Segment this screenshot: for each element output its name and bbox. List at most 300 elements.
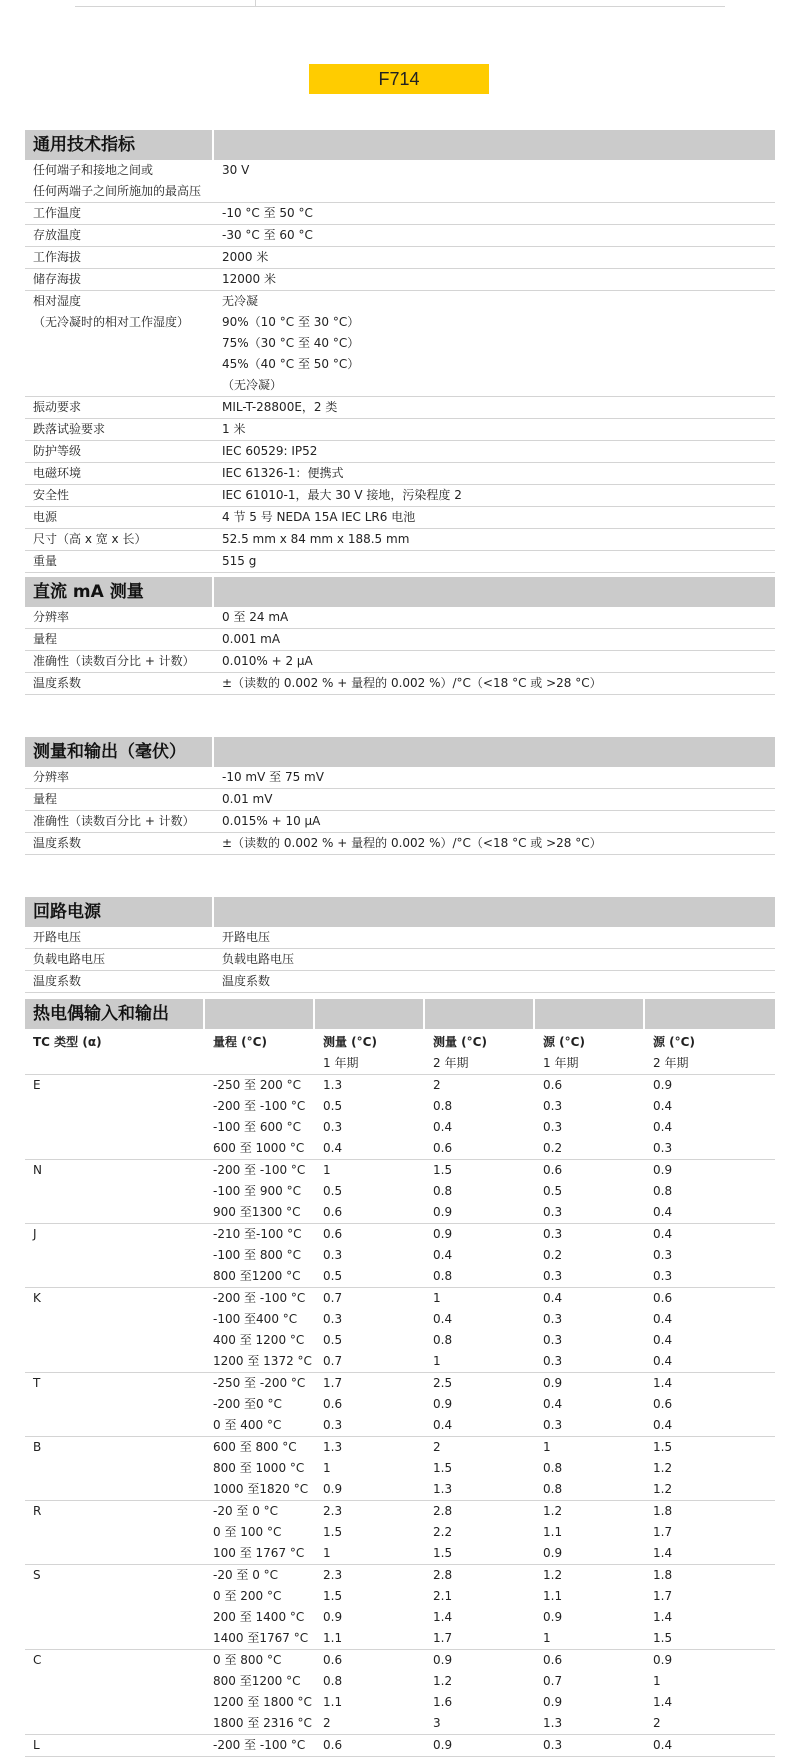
accuracy-cell: 1: [323, 1163, 331, 1177]
section-title: 直流 mA 测量: [25, 577, 212, 607]
tc-range-rows: [205, 1224, 775, 1287]
range-cell: 400 至 1200 °C: [213, 1333, 305, 1347]
spec-label-line: 任何端子和接地之间或: [33, 163, 154, 177]
spec-label-line: 负载电路电压: [33, 952, 106, 966]
accuracy-cell: 0.3: [323, 1312, 343, 1326]
spec-value-line: ±（读数的 0.002 % + 量程的 0.002 %）/°C（<18 °C 或 >28 °C）: [222, 676, 602, 690]
spec-value-line: 0.010% + 2 μA: [222, 654, 313, 668]
spec-value-line: 4 节 5 号 NEDA 15A IEC LR6 电池: [222, 510, 416, 524]
spec-value: [214, 160, 775, 202]
spec-value-line: 515 g: [222, 554, 257, 568]
range-cell: 0 至 800 °C: [213, 1653, 282, 1667]
spec-label-line: 温度系数: [33, 836, 82, 850]
accuracy-cell: 1.7: [323, 1376, 343, 1390]
accuracy-cell: 1.2: [653, 1482, 673, 1496]
table-row: [205, 1394, 775, 1415]
spec-value-line: 0.001 mA: [222, 632, 281, 646]
tc-type-label: E: [33, 1078, 41, 1092]
spec-value: [214, 397, 775, 418]
accuracy-cell: 2.2: [433, 1525, 453, 1539]
spec-row: [25, 833, 775, 855]
column-header: [205, 1032, 315, 1074]
column-header-period: 1 年期: [323, 1056, 359, 1070]
spec-label: [25, 927, 214, 948]
spec-label-line: 准确性（读数百分比 + 计数）: [33, 654, 195, 668]
range-cell: 900 至1300 °C: [213, 1205, 301, 1219]
spec-label-line: 跌落试验要求: [33, 422, 106, 436]
section-header: [25, 897, 775, 927]
tc-type-label: C: [33, 1653, 42, 1667]
accuracy-cell: 2: [433, 1440, 441, 1454]
accuracy-cell: 1: [323, 1546, 331, 1560]
accuracy-cell: 1.2: [433, 1674, 453, 1688]
accuracy-cell: 0.4: [543, 1397, 563, 1411]
section-title: 回路电源: [25, 897, 212, 927]
spec-label-line: 存放温度: [33, 228, 82, 242]
tc-type-group: [25, 1373, 775, 1437]
tc-type-label: S: [33, 1568, 41, 1582]
range-cell: -250 至 200 °C: [213, 1078, 301, 1092]
spec-label: [25, 629, 214, 650]
accuracy-cell: 0.9: [433, 1397, 453, 1411]
accuracy-cell: 2.1: [433, 1589, 453, 1603]
spec-value-line: 90%（10 °C 至 30 °C）: [222, 315, 360, 329]
section-header: [25, 737, 775, 767]
tc-type-group: [25, 1224, 775, 1288]
spec-value-line: 1 米: [222, 422, 246, 436]
range-cell: -20 至 0 °C: [213, 1504, 279, 1518]
accuracy-cell: 1: [323, 1461, 331, 1475]
accuracy-cell: 0.6: [323, 1653, 343, 1667]
spec-value-line: IEC 61010-1，最大 30 V 接地，污染程度 2: [222, 488, 462, 502]
spec-label-line: 分辨率: [33, 770, 70, 784]
table-row: [205, 1650, 775, 1671]
table-row: [205, 1522, 775, 1543]
accuracy-cell: 1.1: [543, 1589, 563, 1603]
range-cell: -200 至 -100 °C: [213, 1099, 306, 1113]
accuracy-cell: 1.8: [653, 1504, 673, 1518]
accuracy-cell: 0.8: [543, 1482, 563, 1496]
spec-label: [25, 203, 214, 224]
table-row: [205, 1628, 775, 1649]
tc-type-cell: [25, 1373, 205, 1436]
accuracy-cell: 1: [433, 1291, 441, 1305]
range-cell: -210 至-100 °C: [213, 1227, 302, 1241]
accuracy-cell: 1.2: [543, 1568, 563, 1582]
tc-type-cell: [25, 1075, 205, 1159]
accuracy-cell: 1.5: [653, 1631, 673, 1645]
spec-value-line: IEC 60529: IP52: [222, 444, 318, 458]
table-row: [205, 1245, 775, 1266]
tc-type-group: [25, 1650, 775, 1735]
range-cell: 600 至 1000 °C: [213, 1141, 305, 1155]
accuracy-cell: 0.9: [433, 1227, 453, 1241]
accuracy-cell: 0.5: [323, 1184, 343, 1198]
tc-type-label: T: [33, 1376, 41, 1390]
accuracy-cell: 1.3: [433, 1482, 453, 1496]
accuracy-cell: 0.4: [653, 1227, 673, 1241]
spec-value: [214, 551, 775, 572]
spec-value-line: -30 °C 至 60 °C: [222, 228, 313, 242]
spec-label-line: （无冷凝时的相对工作湿度）: [33, 315, 190, 329]
accuracy-cell: 0.9: [543, 1376, 563, 1390]
accuracy-cell: 0.3: [543, 1354, 563, 1368]
spec-label-line: 储存海拔: [33, 272, 82, 286]
spec-row: [25, 607, 775, 629]
general-specs-section: [25, 130, 775, 573]
range-cell: 1000 至1820 °C: [213, 1482, 309, 1496]
table-row: [205, 1160, 775, 1181]
spec-label: [25, 247, 214, 268]
spec-value: [214, 203, 775, 224]
loop-power-section: [25, 897, 775, 993]
spec-label-line: 电磁环境: [33, 466, 82, 480]
table-row: [205, 1330, 775, 1351]
accuracy-cell: 1.4: [653, 1376, 673, 1390]
range-cell: -100 至 600 °C: [213, 1120, 301, 1134]
accuracy-cell: 0.4: [653, 1205, 673, 1219]
spec-value-line: -10 mV 至 75 mV: [222, 770, 324, 784]
range-cell: -20 至 0 °C: [213, 1568, 279, 1582]
spec-label: [25, 949, 214, 970]
accuracy-cell: 0.6: [543, 1653, 563, 1667]
tc-type-cell: [25, 1735, 205, 1756]
accuracy-cell: 0.4: [433, 1248, 453, 1262]
thermocouple-column-headers: [25, 1032, 775, 1075]
accuracy-cell: 0.4: [653, 1120, 673, 1134]
accuracy-cell: 0.9: [543, 1610, 563, 1624]
range-cell: -200 至 -100 °C: [213, 1738, 306, 1752]
spec-label-line: 量程: [33, 632, 58, 646]
spec-value: [214, 833, 775, 854]
tc-type-label: B: [33, 1440, 42, 1454]
accuracy-cell: 0.9: [543, 1546, 563, 1560]
spec-label-line: 开路电压: [33, 930, 82, 944]
accuracy-cell: 1.5: [323, 1589, 343, 1603]
accuracy-cell: 0.7: [323, 1291, 343, 1305]
table-row: [205, 1181, 775, 1202]
section-title: 热电偶输入和输出: [25, 999, 203, 1029]
spec-label: [25, 651, 214, 672]
spec-value: [214, 463, 775, 484]
column-header-period: 1 年期: [543, 1056, 579, 1070]
spec-value-line: 75%（30 °C 至 40 °C）: [222, 336, 360, 350]
accuracy-cell: 1: [653, 1674, 661, 1688]
spec-value-line: 温度系数: [222, 974, 271, 988]
column-header-title: 量程 (°C): [213, 1035, 267, 1049]
spec-label: [25, 833, 214, 854]
spec-label-line: 电源: [33, 510, 58, 524]
accuracy-cell: 0.8: [543, 1461, 563, 1475]
accuracy-cell: 1.1: [323, 1695, 343, 1709]
accuracy-cell: 3: [433, 1716, 441, 1730]
accuracy-cell: 0.9: [543, 1695, 563, 1709]
column-header-title: 源 (°C): [543, 1035, 585, 1049]
accuracy-cell: 0.3: [543, 1269, 563, 1283]
accuracy-cell: 1.2: [653, 1461, 673, 1475]
accuracy-cell: 0.3: [653, 1248, 673, 1262]
spec-row: [25, 463, 775, 485]
accuracy-cell: 1.3: [543, 1716, 563, 1730]
model-badge: F714: [309, 64, 489, 94]
spec-label-line: 温度系数: [33, 676, 82, 690]
spec-value-line: 2000 米: [222, 250, 269, 264]
accuracy-cell: 0.4: [433, 1312, 453, 1326]
accuracy-cell: 0.3: [543, 1333, 563, 1347]
spec-value: [214, 673, 775, 694]
spec-value: [214, 607, 775, 628]
accuracy-cell: 0.3: [543, 1738, 563, 1752]
accuracy-cell: 0.8: [433, 1099, 453, 1113]
tc-range-rows: [205, 1650, 775, 1734]
spec-value: [214, 629, 775, 650]
tc-range-rows: [205, 1075, 775, 1159]
accuracy-cell: 0.9: [433, 1738, 453, 1752]
accuracy-cell: 1.1: [543, 1525, 563, 1539]
spec-label: [25, 811, 214, 832]
spec-row: [25, 397, 775, 419]
spec-label-line: 工作海拔: [33, 250, 82, 264]
tc-type-cell: [25, 1288, 205, 1372]
accuracy-cell: 2: [653, 1716, 661, 1730]
table-row: [205, 1586, 775, 1607]
spec-value-line: MIL-T-28800E，2 类: [222, 400, 338, 414]
tc-type-cell: [25, 1437, 205, 1500]
accuracy-cell: 0.5: [323, 1099, 343, 1113]
accuracy-cell: 2.8: [433, 1504, 453, 1518]
accuracy-cell: 0.6: [543, 1078, 563, 1092]
spec-row: [25, 485, 775, 507]
spec-row: [25, 651, 775, 673]
spec-row: [25, 811, 775, 833]
accuracy-cell: 0.7: [543, 1674, 563, 1688]
spec-row: [25, 767, 775, 789]
accuracy-cell: 1.5: [433, 1163, 453, 1177]
range-cell: 0 至 100 °C: [213, 1525, 282, 1539]
accuracy-cell: 1.3: [323, 1440, 343, 1454]
spec-value-line: 0 至 24 mA: [222, 610, 289, 624]
spec-value-line: 开路电压: [222, 930, 271, 944]
dc-ma-section: [25, 577, 775, 695]
spec-label: [25, 767, 214, 788]
table-row: [205, 1351, 775, 1372]
accuracy-cell: 1.5: [433, 1546, 453, 1560]
tc-type-group: [25, 1160, 775, 1224]
spec-label-line: 工作温度: [33, 206, 82, 220]
accuracy-cell: 0.8: [433, 1184, 453, 1198]
range-cell: -100 至 800 °C: [213, 1248, 301, 1262]
accuracy-cell: 0.2: [543, 1248, 563, 1262]
accuracy-cell: 0.4: [653, 1312, 673, 1326]
table-row: [205, 1373, 775, 1394]
spec-value: [214, 247, 775, 268]
accuracy-cell: 1.6: [433, 1695, 453, 1709]
spec-value: [214, 971, 775, 992]
column-header-title: TC 类型 (α): [33, 1035, 102, 1049]
table-row: [205, 1309, 775, 1330]
table-row: [205, 1437, 775, 1458]
range-cell: 1800 至 2316 °C: [213, 1716, 312, 1730]
spec-row: [25, 971, 775, 993]
accuracy-cell: 0.6: [323, 1205, 343, 1219]
range-cell: 1200 至 1800 °C: [213, 1695, 312, 1709]
accuracy-cell: 1.4: [653, 1546, 673, 1560]
column-header: [315, 1032, 425, 1074]
spec-label-line: 量程: [33, 792, 58, 806]
spec-value-line: IEC 61326-1：便携式: [222, 466, 344, 480]
spec-value: [214, 419, 775, 440]
accuracy-cell: 0.3: [323, 1248, 343, 1262]
table-row: [205, 1713, 775, 1734]
range-cell: 1200 至 1372 °C: [213, 1354, 312, 1368]
accuracy-cell: 0.5: [543, 1184, 563, 1198]
column-header-period: 2 年期: [653, 1056, 689, 1070]
spec-row: [25, 225, 775, 247]
spec-value: [214, 441, 775, 462]
spec-label: [25, 607, 214, 628]
spec-value-line: 52.5 mm x 84 mm x 188.5 mm: [222, 532, 410, 546]
spec-value: [214, 225, 775, 246]
spec-value-line: 无冷凝: [222, 294, 259, 308]
column-header: [645, 1032, 775, 1074]
accuracy-cell: 1.4: [653, 1695, 673, 1709]
range-cell: -200 至 -100 °C: [213, 1291, 306, 1305]
spec-label: [25, 463, 214, 484]
thermocouple-table: [25, 1075, 775, 1757]
tc-range-rows: [205, 1160, 775, 1223]
spec-label: [25, 507, 214, 528]
accuracy-cell: 0.3: [323, 1120, 343, 1134]
accuracy-cell: 1: [433, 1354, 441, 1368]
accuracy-cell: 2: [323, 1716, 331, 1730]
accuracy-cell: 2.5: [433, 1376, 453, 1390]
accuracy-cell: 1.7: [433, 1631, 453, 1645]
spec-value: [214, 927, 775, 948]
accuracy-cell: 0.6: [433, 1141, 453, 1155]
accuracy-cell: 0.3: [543, 1418, 563, 1432]
tc-type-group: [25, 1735, 775, 1757]
tc-range-rows: [205, 1735, 775, 1756]
tc-type-label: R: [33, 1504, 42, 1518]
section-header: [25, 130, 775, 160]
accuracy-cell: 2.8: [433, 1568, 453, 1582]
accuracy-cell: 1.4: [433, 1610, 453, 1624]
accuracy-cell: 0.9: [433, 1653, 453, 1667]
spec-row: [25, 291, 775, 397]
table-row: [205, 1501, 775, 1522]
accuracy-cell: 2.3: [323, 1568, 343, 1582]
section-title: 测量和输出（毫伏）: [25, 737, 212, 767]
accuracy-cell: 0.3: [543, 1312, 563, 1326]
spec-value: [214, 507, 775, 528]
accuracy-cell: 0.4: [543, 1291, 563, 1305]
accuracy-cell: 0.8: [433, 1269, 453, 1283]
column-header: [425, 1032, 535, 1074]
table-row: [205, 1415, 775, 1436]
spec-value: [214, 651, 775, 672]
spec-row: [25, 927, 775, 949]
accuracy-cell: 0.6: [323, 1738, 343, 1752]
accuracy-cell: 0.6: [323, 1397, 343, 1411]
accuracy-cell: 0.4: [653, 1333, 673, 1347]
table-row: [205, 1458, 775, 1479]
accuracy-cell: 0.6: [653, 1291, 673, 1305]
accuracy-cell: 2.3: [323, 1504, 343, 1518]
spec-label: [25, 789, 214, 810]
spec-row: [25, 507, 775, 529]
accuracy-cell: 0.5: [323, 1269, 343, 1283]
spec-row: [25, 419, 775, 441]
spec-label-line: 任何两端子之间所施加的最高压: [33, 184, 202, 198]
range-cell: 200 至 1400 °C: [213, 1610, 305, 1624]
accuracy-cell: 0.3: [653, 1141, 673, 1155]
column-header: [535, 1032, 645, 1074]
spec-label-line: 准确性（读数百分比 + 计数）: [33, 814, 195, 828]
accuracy-cell: 1.8: [653, 1568, 673, 1582]
range-cell: -100 至400 °C: [213, 1312, 298, 1326]
spec-value-line: （无冷凝）: [222, 378, 283, 392]
accuracy-cell: 2: [433, 1078, 441, 1092]
spec-label-line: 防护等级: [33, 444, 82, 458]
spec-row: [25, 673, 775, 695]
spec-label: [25, 529, 214, 550]
spec-row: [25, 203, 775, 225]
table-row: [205, 1288, 775, 1309]
tc-range-rows: [205, 1437, 775, 1500]
accuracy-cell: 0.3: [323, 1418, 343, 1432]
accuracy-cell: 1.2: [543, 1504, 563, 1518]
spec-row: [25, 629, 775, 651]
accuracy-cell: 0.4: [653, 1418, 673, 1432]
tc-range-rows: [205, 1373, 775, 1436]
spec-label: [25, 551, 214, 572]
accuracy-cell: 1.4: [653, 1610, 673, 1624]
spec-value-line: 12000 米: [222, 272, 276, 286]
spec-value: [214, 811, 775, 832]
accuracy-cell: 1.3: [323, 1078, 343, 1092]
spec-label: [25, 269, 214, 290]
accuracy-cell: 0.9: [323, 1610, 343, 1624]
tc-range-rows: [205, 1501, 775, 1564]
table-row: [205, 1202, 775, 1223]
accuracy-cell: 0.8: [323, 1674, 343, 1688]
spec-label: [25, 160, 214, 202]
spec-value: [214, 529, 775, 550]
table-row: [205, 1096, 775, 1117]
table-row: [205, 1735, 775, 1756]
table-row: [205, 1479, 775, 1500]
spec-label: [25, 441, 214, 462]
spec-label-line: 温度系数: [33, 974, 82, 988]
accuracy-cell: 0.8: [433, 1333, 453, 1347]
accuracy-cell: 1.5: [323, 1525, 343, 1539]
thermocouple-section-header: [25, 999, 775, 1029]
spec-row: [25, 160, 775, 203]
spec-row: [25, 789, 775, 811]
accuracy-cell: 0.8: [653, 1184, 673, 1198]
tc-type-group: [25, 1501, 775, 1565]
spec-row: [25, 551, 775, 573]
accuracy-cell: 0.3: [543, 1205, 563, 1219]
accuracy-cell: 0.2: [543, 1141, 563, 1155]
tc-type-label: K: [33, 1291, 41, 1305]
column-header-period: 2 年期: [433, 1056, 469, 1070]
tc-type-label: N: [33, 1163, 42, 1177]
tc-type-cell: [25, 1224, 205, 1287]
accuracy-cell: 0.4: [433, 1120, 453, 1134]
spec-value-line: -10 °C 至 50 °C: [222, 206, 313, 220]
spec-label: [25, 419, 214, 440]
